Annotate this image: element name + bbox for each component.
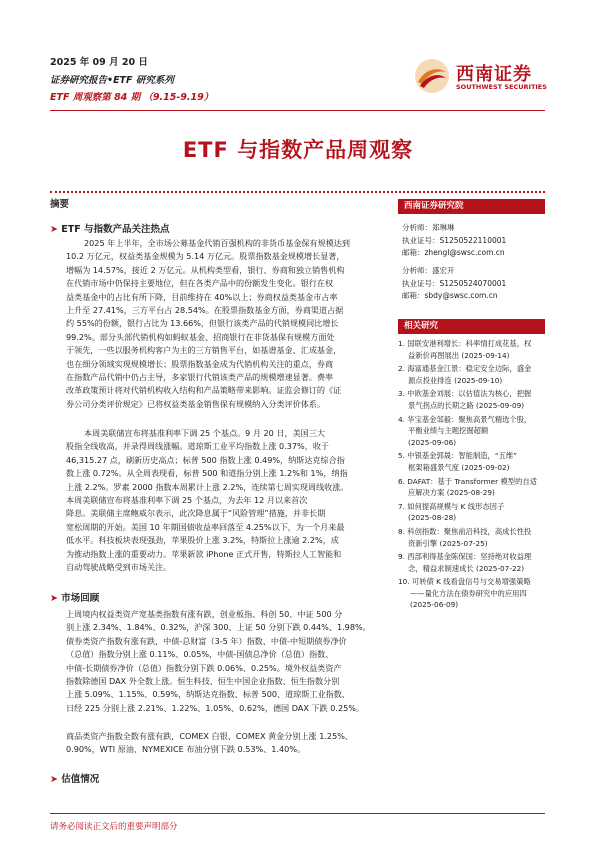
logo-en-text: SOUTHWEST SECURITIES xyxy=(456,83,547,91)
hot-topics-paragraph-1 xyxy=(66,237,383,411)
related-item[interactable] xyxy=(398,363,548,386)
related-item-line: 4. 华宝基金邹毅：聚焦高景气精选个股， xyxy=(398,414,532,424)
text-line: 改革政策预计将对代销机构收入结构和产品策略带来影响。证监会修订的《证 xyxy=(66,385,342,396)
related-item-line: 9. 西部利得基金陈保国：坚持绝对收益理 xyxy=(398,552,532,562)
institute-header: 西南证券研究院 xyxy=(398,199,545,214)
abstract-heading: 摘要 xyxy=(50,199,70,210)
related-item-line: 10. 可转债 K 线看盘信号与交易增强策略 xyxy=(398,577,531,587)
hot-topics-paragraph-2 xyxy=(66,427,383,574)
analyst-email[interactable]: 邮箱：zhengl@swsc.com.cn xyxy=(402,248,505,257)
logo-cn-text: 西南证券 xyxy=(456,64,532,85)
market-review-paragraph-2 xyxy=(66,730,383,757)
related-item[interactable] xyxy=(398,551,548,574)
section-valuation xyxy=(50,771,99,785)
text-line: 股指全线收高，并录得周线涨幅。道琼斯工业平均指数上涨 0.37%，收于 xyxy=(66,441,330,452)
section-market-review-title: 市场回顾 xyxy=(61,593,100,604)
related-item-line: 8. 科创指数：聚焦前沿科技，高成长性投 xyxy=(398,526,532,536)
text-line: 于领先，一些以服务机构客户为主的三方销售平台，如基谱基金、汇成基金， xyxy=(66,345,342,356)
text-line: 本周美联储宣布将基准利率下调 25 个基点。9 月 20 日，美国三大 xyxy=(84,428,325,438)
bullet-arrow-icon: ➤ xyxy=(50,224,58,235)
related-item-line: 应解决方案 (2025-08-29) xyxy=(408,488,495,498)
related-item-line: 1. 国联安港利增长：科率情打成花基，权 xyxy=(398,339,532,348)
text-line: 上升至 27.41%，三方平台占 28.54%。在股票指数基金方面，券商渠道占据 xyxy=(66,305,344,316)
related-item[interactable] xyxy=(398,576,548,611)
market-review-paragraph-1 xyxy=(66,608,383,715)
related-item-line: 7. 如何提高规模与 K 线形态因子 xyxy=(398,501,505,511)
text-line: 低水平。科技板块表现强劲，苹果股价上涨 3.2%，特斯拉上涨逾 2.2%，成 xyxy=(66,535,339,546)
text-line: 债券类资产指数有涨有跌，中债-总财富（3-5 年）指数、中债-中短期债券净价 xyxy=(66,635,347,646)
analyst-name: 分析师：盛宏开 xyxy=(402,266,455,275)
section-market-review xyxy=(50,590,99,604)
related-item[interactable] xyxy=(398,501,548,524)
related-item[interactable] xyxy=(398,476,548,499)
analyst-name: 分析师：郑琳琳 xyxy=(402,223,455,232)
text-line: 本周美联储宣布将基准利率下调 25 个基点，为去年 12 月以来首次 xyxy=(66,495,308,506)
section-valuation-title: 估值情况 xyxy=(61,774,100,785)
related-item-line: 益新价再图展出 (2025-09-14) xyxy=(408,350,510,360)
related-item[interactable] xyxy=(398,338,548,361)
section-hot-topics-title: ETF 与指数产品关注热点 xyxy=(61,224,170,235)
related-item-line: 框架箱盛景气度 (2025-09-02) xyxy=(408,462,510,472)
related-item-line: 景气拐点的长期之路 (2025-09-09) xyxy=(408,400,525,410)
footer-rule xyxy=(50,813,545,814)
text-line: 中债-长期债券净价（总值）指数分别下跌 0.06%、0.25%。境外权益类资产 xyxy=(66,662,342,673)
related-item-line: 6. DAFAT：基于 Transformer 模型的自适 xyxy=(398,476,537,486)
analyst-block-1 xyxy=(402,222,545,260)
text-line: 2025 年上半年，全市场公募基金代销百强机构的非货币基金保有规模达到 xyxy=(84,238,350,248)
text-line: 99.2%。部分头部代销机构如蚂蚁基金、招商银行在非货基保有规模方面处 xyxy=(66,331,335,342)
footer-disclaimer: 请务必阅读正文后的重要声明部分 xyxy=(50,822,178,832)
text-line: 数上涨 0.72%。从全周表现看，标普 500 和道指分别上涨 1.2%和 1%，纳指 xyxy=(66,468,348,479)
text-line: 为推动指数上涨的重要动力。苹果新款 iPhone 正式开售，特斯拉人工智能和 xyxy=(66,548,342,559)
related-item-line: 资新引擎 (2025-07-25) xyxy=(408,538,488,548)
text-line: 券公司分类评价规定》已将权益类基金销售保有规模纳入分类评价体系。 xyxy=(66,398,326,409)
company-logo xyxy=(414,56,554,96)
page-title: ETF 与指数产品周观察 xyxy=(182,138,414,162)
text-line: 也在细分领域实现规模增长；股票指数基金成为代销机构关注的重点，券商 xyxy=(66,358,334,369)
related-item-line: (2025-09-06) xyxy=(408,437,457,447)
text-line: （总值）指数分别上涨 0.11%、0.05%，中债-国债总净价（总值）指数、 xyxy=(66,649,334,660)
text-line: 商品类资产指数全数有涨有跌，COMEX 白银、COMEX 黄金分别上涨 1.25%、 xyxy=(66,731,354,741)
bullet-arrow-icon: ➤ xyxy=(50,593,58,604)
text-line: 上周境内权益类资产宽基类指数有涨有跌，创业板指、科创 50、中证 500 分 xyxy=(66,609,343,619)
bullet-arrow-icon: ➤ xyxy=(50,774,58,785)
related-item-line: (2025-08-28) xyxy=(408,513,457,523)
related-item-line: 平衡业绩与主题挖掘超额 xyxy=(408,426,489,436)
analyst-email[interactable]: 邮箱：sbdy@swsc.com.cn xyxy=(402,291,498,300)
report-issue: ETF 周观察第 84 期 （9.15-9.19） xyxy=(50,92,214,103)
title-divider xyxy=(50,191,545,195)
text-line: 增幅为 14.57%，接近 2 万亿元。从机构类型看，银行、券商和独立销售机构 xyxy=(66,264,345,275)
analyst-cert: 执业证号：S1250522110001 xyxy=(402,235,507,245)
text-line: 指数除德国 DAX 外全数上涨。恒生科技、恒生中国企业指数、恒生指数分别 xyxy=(66,676,340,687)
text-line: 别上涨 2.34%、1.84%、0.32%，沪深 300、上证 50 分别下跌 0.44%、1.98%。 xyxy=(66,622,371,633)
logo-emblem-icon xyxy=(414,58,450,94)
related-item-line: 2. 海富通基金江景：稳定安全边际，盛金 xyxy=(398,364,532,374)
text-line: 10.2 万亿元，权益类基金规模为 5.14 万亿元。股票指数基金规模增长显著， xyxy=(66,251,345,262)
related-item[interactable] xyxy=(398,388,548,411)
related-research-list xyxy=(398,338,548,613)
text-line: 在代销市场中仍保持主要地位，但在各类产品中的份额发生变化。银行在权 xyxy=(66,278,334,289)
related-item-line: 念，精益求制速成长 (2025-07-22) xyxy=(408,563,525,573)
analyst-cert: 执业证号：S1250524070001 xyxy=(402,278,507,288)
report-series: 证券研究报告•ETF 研究系列 xyxy=(50,75,174,86)
analyst-block-2 xyxy=(402,265,545,303)
text-line: 降息。美联储主席鲍威尔表示，此次降息属于“风险管理”措施，并非长期 xyxy=(66,508,326,519)
related-item-line: 3. 中欧基金刘展：以估值法为核心，把握 xyxy=(398,389,532,399)
text-line: 在指数产品代销中仍占主导，多家银行代销该类产品的规模增速显著。费率 xyxy=(66,372,334,383)
related-item-line: 源点投业排连 (2025-09-10) xyxy=(408,375,503,385)
related-item-line: (2025-06-09) xyxy=(410,600,459,610)
related-item-line: 5. 中银基金郭晟：智能制造，“五维” xyxy=(398,451,517,461)
text-line: 日经 225 分别上涨 2.21%、1.22%、1.05%、0.62%，德国 DAX 下跌 0.25%。 xyxy=(66,702,365,713)
section-hot-topics xyxy=(50,221,170,235)
report-date: 2025 年 09 月 20 日 xyxy=(50,57,148,68)
related-item-line: ——量化方法在债券研究中的应用四 xyxy=(410,588,527,598)
related-item[interactable] xyxy=(398,414,548,449)
related-research-header: 相关研究 xyxy=(398,319,545,334)
text-line: 上涨 2.2%。罗素 2000 指数本周累计上涨 2.2%，连续第七周实现周线收涨。 xyxy=(66,481,349,492)
text-line: 自动驾驶战略受到市场关注。 xyxy=(66,562,172,573)
text-line: 益类基金中的占比有所下降，目前维持在 40%以上；券商权益类基金市占率 xyxy=(66,291,338,302)
related-item[interactable] xyxy=(398,450,548,473)
text-line: 0.90%，WTI 原油、NYMEXICE 布油分别下跌 0.53%、1.40%。 xyxy=(66,744,306,755)
text-line: 上涨 5.09%、1.15%、0.59%，纳斯达克指数、标普 500、道琼斯工业指数、 xyxy=(66,689,350,700)
text-line: 约 55%的份额，银行占比为 13.66%，但银行该类产品的代销规模同比增长 xyxy=(66,318,339,329)
header-rule xyxy=(50,110,545,111)
text-line: 46,315.27 点，刷新历史高点；标普 500 指数上涨 0.49%，纳斯达克综合指 xyxy=(66,454,345,465)
related-item[interactable] xyxy=(398,526,548,549)
text-line: 宽松周期的开始。美国 10 年期国债收益率回落至 4.25%以下，为一个月来最 xyxy=(66,521,345,532)
